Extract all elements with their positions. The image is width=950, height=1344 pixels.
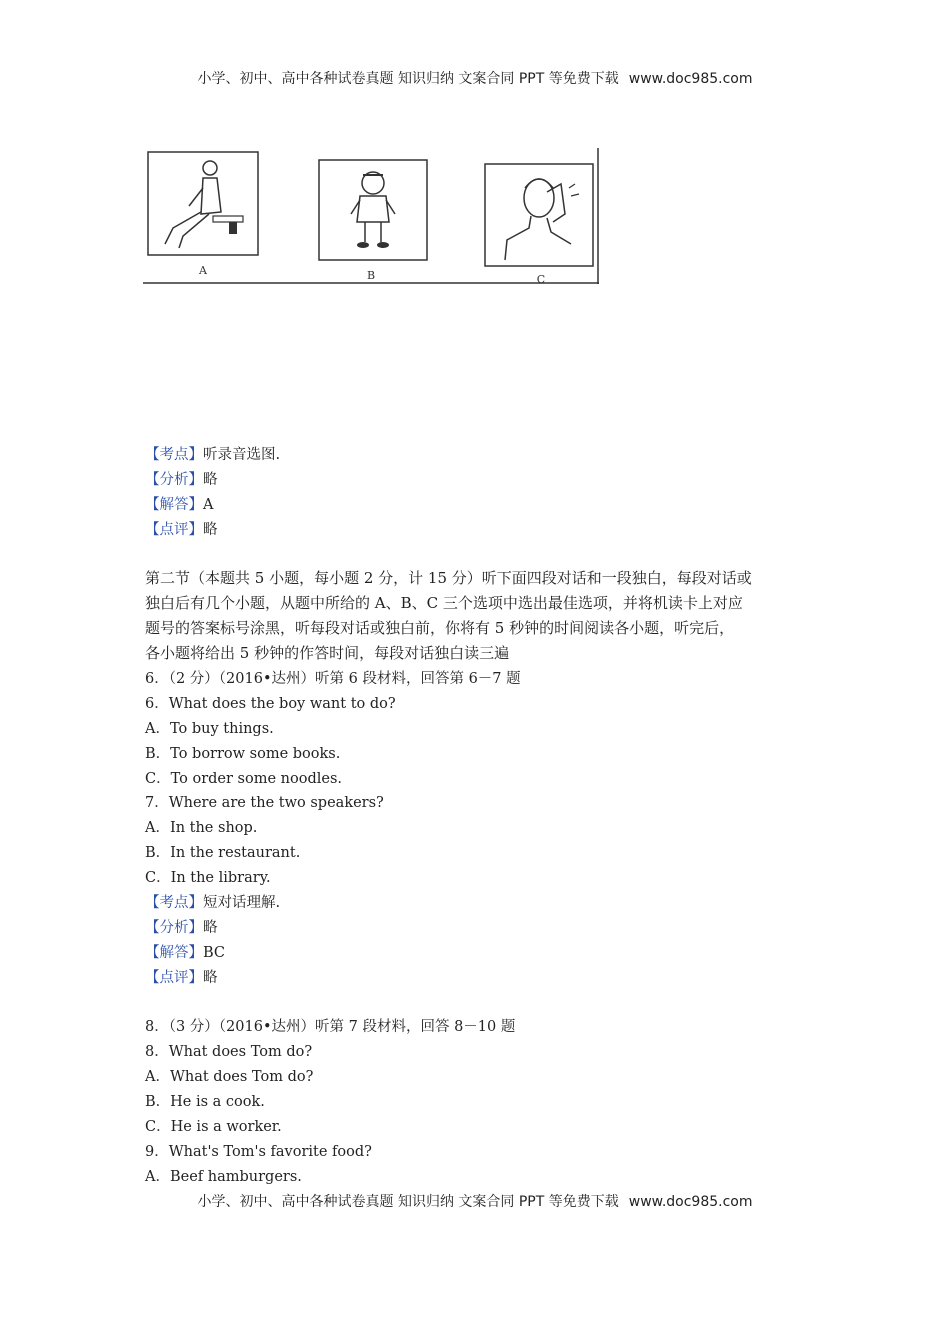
question-8: 8．What does Tom do? xyxy=(145,1044,313,1060)
question-7-option-a: A．In the shop. xyxy=(145,820,258,836)
analysis-jieda-2: 【解答】BC xyxy=(145,945,226,961)
question-7-option-b: B．In the restaurant. xyxy=(145,845,301,861)
question-6-header: 6．（2 分）（2016•达州）听第 6 段材料，回答第 6－7 题 xyxy=(145,671,521,687)
question-7: 7．Where are the two speakers? xyxy=(145,795,384,811)
footer-text: 小学、初中、高中各种试卷真题 知识归纳 文案合同 PPT 等免费下载 xyxy=(197,1194,619,1210)
question-6-option-b: B．To borrow some books. xyxy=(145,746,341,762)
analysis-jieda-1: 【解答】A xyxy=(145,497,214,513)
picture-b-label: B xyxy=(366,269,376,282)
header-text: 小学、初中、高中各种试卷真题 知识归纳 文案合同 PPT 等免费下载 xyxy=(197,71,619,87)
question-8-option-b: B．He is a cook. xyxy=(145,1094,265,1110)
question-9: 9．What's Tom's favorite food? xyxy=(145,1144,372,1160)
analysis-fenxi-1: 【分析】略 xyxy=(145,472,218,488)
page-footer xyxy=(0,1191,950,1211)
picture-c xyxy=(485,164,593,266)
question-8-option-a: A．What does Tom do? xyxy=(145,1069,314,1085)
analysis-dianping-1: 【点评】略 xyxy=(145,522,218,538)
footer-url[interactable]: www.doc985.com xyxy=(628,1194,753,1210)
picture-b xyxy=(319,160,427,260)
analysis-kaodian-1: 【考点】听录音选图. xyxy=(145,447,281,463)
page-header xyxy=(0,68,950,88)
question-6: 6．What does the boy want to do? xyxy=(145,696,396,712)
question-8-option-c: C．He is a worker. xyxy=(145,1119,282,1135)
question-8-header: 8．（3 分）（2016•达州）听第 7 段材料，回答 8－10 题 xyxy=(145,1019,516,1035)
analysis-dianping-2: 【点评】略 xyxy=(145,970,218,986)
picture-c-label: C xyxy=(536,273,546,284)
question-figure xyxy=(143,148,599,284)
question-9-option-a: A．Beef hamburgers. xyxy=(145,1169,302,1185)
section2-instructions: 第二节（本题共 5 小题，每小题 2 分，计 15 分）听下面四段对话和一段独白，每段对话或 独白后有几个小题，从题中所给的 A、B、C 三个选项中选出最佳选项，并将机读卡上对应 题号的答案标号涂黑，听每段对话或独白前，你将有 5 秒钟的时间阅读各小题，听完后， 各小题将给出 5 秒钟的作答时间，每段对话独白读三遍 xyxy=(145,569,752,662)
picture-a xyxy=(148,152,258,255)
analysis-fenxi-2: 【分析】略 xyxy=(145,920,218,936)
header-url[interactable]: www.doc985.com xyxy=(628,71,753,87)
analysis-kaodian-2: 【考点】短对话理解. xyxy=(145,895,281,911)
question-6-option-a: A．To buy things. xyxy=(145,721,274,737)
question-6-option-c: C．To order some noodles. xyxy=(145,771,343,787)
question-7-option-c: C．In the library. xyxy=(145,870,271,886)
picture-a-label: A xyxy=(199,264,207,277)
